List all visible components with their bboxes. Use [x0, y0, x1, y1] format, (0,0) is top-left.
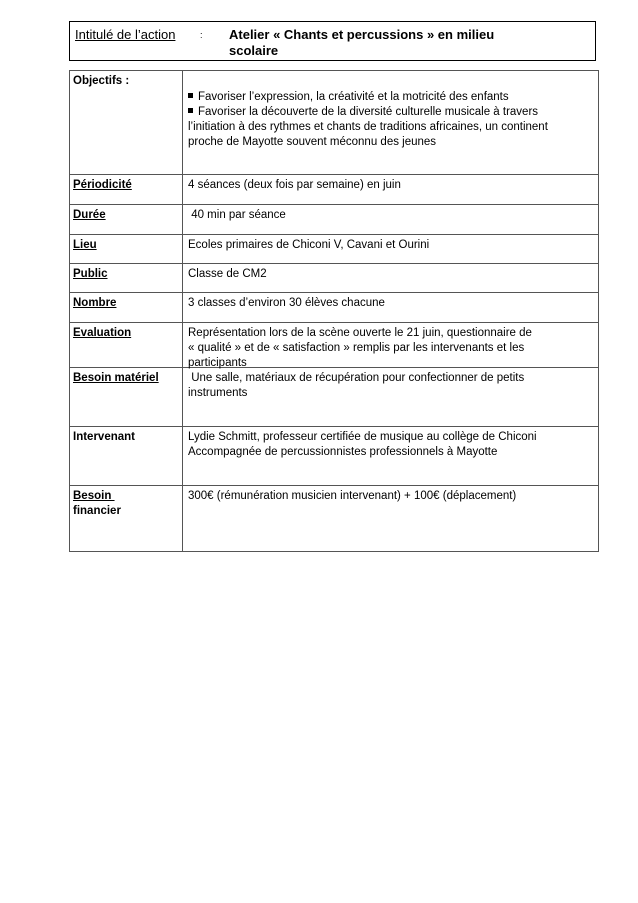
- value-nombre: 3 classes d’environ 30 élèves chacune: [188, 297, 385, 309]
- action-title-label-text: Intitulé de l’action: [75, 27, 176, 42]
- value-intervenant: [183, 427, 598, 463]
- label-besoin-financier-line-2: financier: [73, 505, 121, 517]
- label-besoin-materiel: [70, 368, 183, 426]
- row-lieu: [70, 235, 598, 264]
- value-besoin-materiel: [183, 368, 598, 404]
- label-besoin-financier-line-1: Besoin: [73, 490, 115, 502]
- label-public: [70, 264, 183, 292]
- label-lieu: [70, 235, 183, 263]
- row-periodicite: [70, 175, 598, 205]
- row-besoin-materiel: [70, 368, 598, 427]
- intervenant-line-2: Accompagnée de percussionnistes professionnels à Mayotte: [188, 446, 498, 458]
- besoin-materiel-line-2: instruments: [188, 387, 248, 399]
- row-nombre: [70, 293, 598, 323]
- value-besoin-financier: 300€ (rémunération musicien intervenant) + 100€ (déplacement): [188, 490, 517, 502]
- label-besoin-financier: [70, 486, 183, 551]
- action-details-table: [69, 70, 599, 552]
- label-evaluation: [70, 323, 183, 367]
- objectif-bullet-2-line-3: proche de Mayotte souvent méconnu des jeunes: [188, 136, 437, 148]
- action-title-label: [75, 27, 175, 43]
- label-lieu-text: Lieu: [73, 239, 97, 251]
- row-objectifs: [70, 71, 598, 175]
- label-periodicite: [70, 175, 183, 204]
- label-duree: [70, 205, 183, 234]
- label-duree-text: Durée: [73, 209, 106, 221]
- action-title: [229, 27, 574, 59]
- value-periodicite: 4 séances (deux fois par semaine) en juin: [188, 179, 401, 191]
- row-besoin-financier: [70, 486, 598, 552]
- label-periodicite-text: Périodicité: [73, 179, 132, 191]
- objectif-bullet-2-line-2: l’initiation à des rythmes et chants de traditions africaines, un continent: [188, 121, 548, 133]
- bullet-square-icon: [188, 93, 193, 98]
- row-intervenant: [70, 427, 598, 486]
- row-public: [70, 264, 598, 293]
- action-title-line-1: Atelier « Chants et percussions » en milieu: [229, 27, 495, 42]
- row-evaluation: [70, 323, 598, 368]
- besoin-materiel-line-1: Une salle, matériaux de récupération pour confectionner de petits: [188, 372, 525, 384]
- value-lieu: Ecoles primaires de Chiconi V, Cavani et Ourini: [188, 239, 430, 251]
- action-title-box: [69, 21, 596, 61]
- label-intervenant: Intervenant: [70, 427, 183, 485]
- objectif-bullet-1-text: Favoriser l’expression, la créativité et la motricité des enfants: [198, 91, 509, 103]
- label-public-text: Public: [73, 268, 108, 280]
- value-objectifs: [183, 87, 598, 153]
- objectif-bullet-1: [188, 90, 593, 105]
- evaluation-line-1: Représentation lors de la scène ouverte le 21 juin, questionnaire de: [188, 327, 532, 339]
- objectif-bullet-2: [188, 105, 593, 120]
- label-besoin-materiel-text: Besoin matériel: [73, 372, 159, 384]
- action-title-colon: :: [200, 30, 203, 40]
- row-duree: [70, 205, 598, 235]
- label-objectifs: Objectifs :: [70, 71, 183, 174]
- label-nombre-text: Nombre: [73, 297, 117, 309]
- action-title-line-2: scolaire: [229, 43, 279, 58]
- bullet-square-icon: [188, 108, 193, 113]
- label-evaluation-text: Evaluation: [73, 327, 132, 339]
- evaluation-line-3: participants: [188, 357, 247, 369]
- value-public: Classe de CM2: [188, 268, 267, 280]
- intervenant-line-1: Lydie Schmitt, professeur certifiée de musique au collège de Chiconi: [188, 431, 537, 443]
- objectif-bullet-2-line-1: Favoriser la découverte de la diversité culturelle musicale à travers: [198, 106, 539, 118]
- evaluation-line-2: « qualité » et de « satisfaction » remplis par les intervenants et les: [188, 342, 525, 354]
- value-evaluation: [183, 323, 598, 374]
- value-duree: 40 min par séance: [188, 209, 286, 221]
- label-nombre: [70, 293, 183, 322]
